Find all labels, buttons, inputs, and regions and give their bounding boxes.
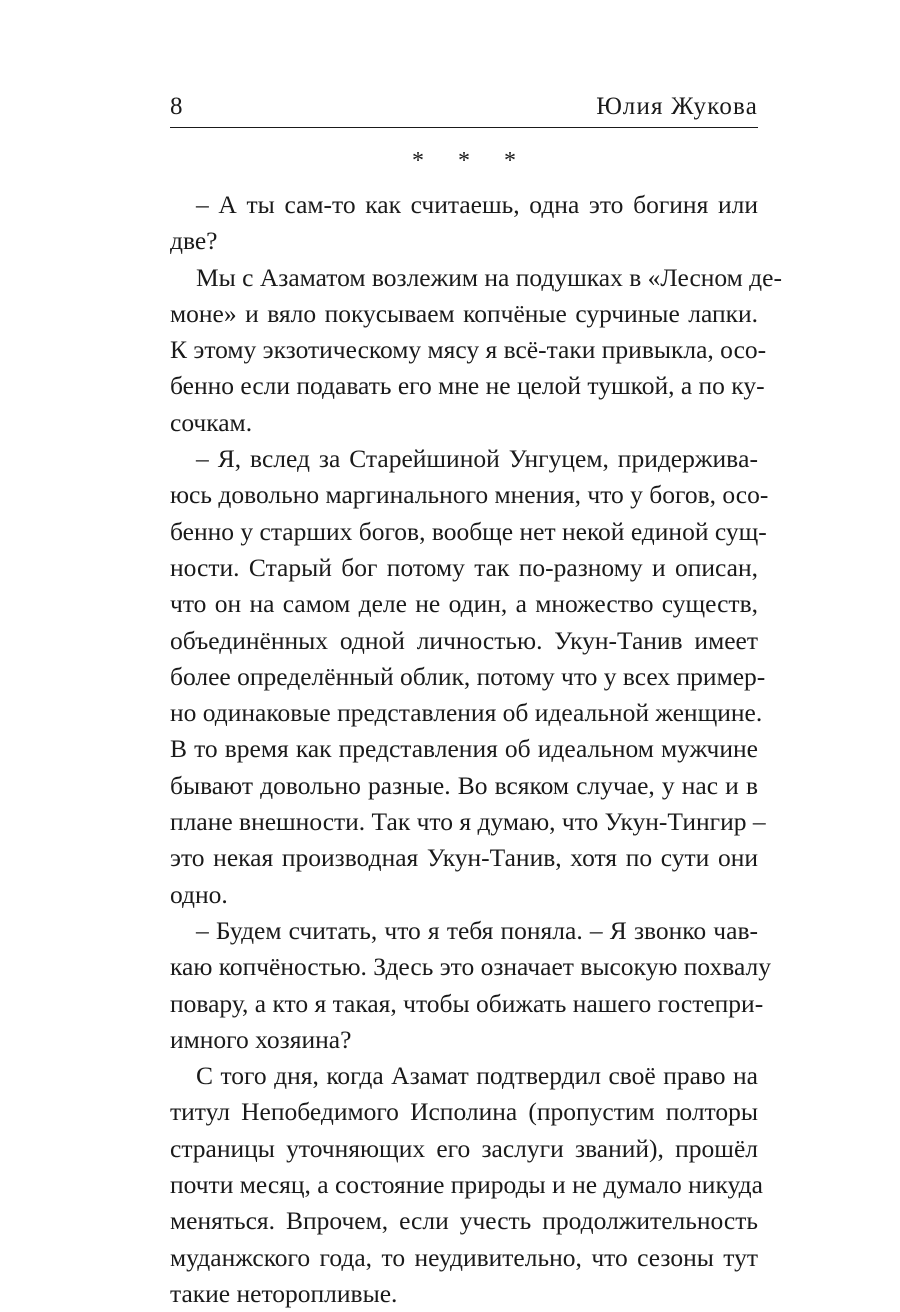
text-line: юсь довольно маргинального мнения, что у богов, осо- — [170, 480, 769, 510]
text-line: – А ты сам-то как считаешь, одна это богиня или — [196, 190, 758, 219]
text-line: бенно у старших богов, вообще нет некой единой сущ- — [170, 516, 767, 546]
paragraph — [170, 187, 758, 260]
text-line: это некая производная Укун-Танив, хотя по сути они — [170, 843, 758, 873]
text-line: В то время как представления об идеальном мужчине — [170, 734, 758, 764]
text-line: – Будем считать, что я тебя поняла. – Я звонко чав- — [196, 915, 758, 945]
text-line: почти месяц, а состояние природы и не думало никуда — [170, 1170, 763, 1200]
text-line: ности. Старый бог потому так по-разному и описан, — [170, 552, 758, 582]
text-line: бенно если подавать его мне не целой тушкой, а по ку- — [170, 371, 765, 401]
section-separator: * * * — [412, 148, 530, 174]
paragraph — [170, 913, 771, 1058]
text-line: две? — [170, 226, 218, 256]
text-line: моне» и вяло покусываем копчёные сурчиные лапки. — [170, 298, 758, 328]
text-line: плане внешности. Так что я думаю, что Укун-Тингир – — [170, 807, 766, 837]
text-line: более определённый облик, потому что у всех пример- — [170, 661, 766, 691]
text-line: что он на самом деле не один, а множество существ, — [170, 589, 758, 619]
text-line: бывают довольно разные. Во всяком случае, у нас и в — [170, 770, 758, 800]
paragraph — [170, 1058, 763, 1312]
text-line: одно. — [170, 879, 228, 909]
text-line: имного хозяина? — [170, 1024, 352, 1054]
text-line: такие неторопливые. — [170, 1278, 398, 1308]
page-number: 8 — [170, 93, 183, 120]
running-head-author: Юлия Жукова — [596, 93, 758, 120]
text-line: объединённых одной личностью. Укун-Танив имеет — [170, 625, 758, 655]
text-line: страницы уточняющих его заслуги званий), прошёл — [170, 1133, 758, 1163]
header-rule — [170, 127, 758, 128]
text-line: К этому экзотическому мясу я всё-таки привыкла, осо- — [170, 335, 767, 365]
text-line: каю копчёностью. Здесь это означает высокую похвалу — [170, 952, 771, 982]
body-text — [170, 187, 782, 1312]
paragraph — [170, 441, 769, 913]
text-line: Мы с Азаматом возлежим на подушках в «Лесном де- — [196, 262, 782, 292]
text-line: но одинаковые представления об идеальной женщине. — [170, 698, 763, 728]
text-line: – Я, вслед за Старейшиной Унгуцем, придерживa- — [196, 444, 758, 474]
text-line: титул Непобедимого Исполина (пропустим полторы — [170, 1097, 758, 1127]
text-line: сочкам. — [170, 407, 253, 437]
text-line: С того дня, когда Азамат подтвердил своё право на — [196, 1061, 758, 1091]
text-line: повару, а кто я такая, чтобы обижать нашего гостепри- — [170, 988, 764, 1018]
text-line: меняться. Впрочем, если учесть продолжительность — [170, 1206, 758, 1236]
page-header — [170, 92, 758, 126]
text-line: муданжского года, то неудивительно, что сезоны тут — [170, 1242, 758, 1272]
paragraph — [170, 260, 782, 441]
